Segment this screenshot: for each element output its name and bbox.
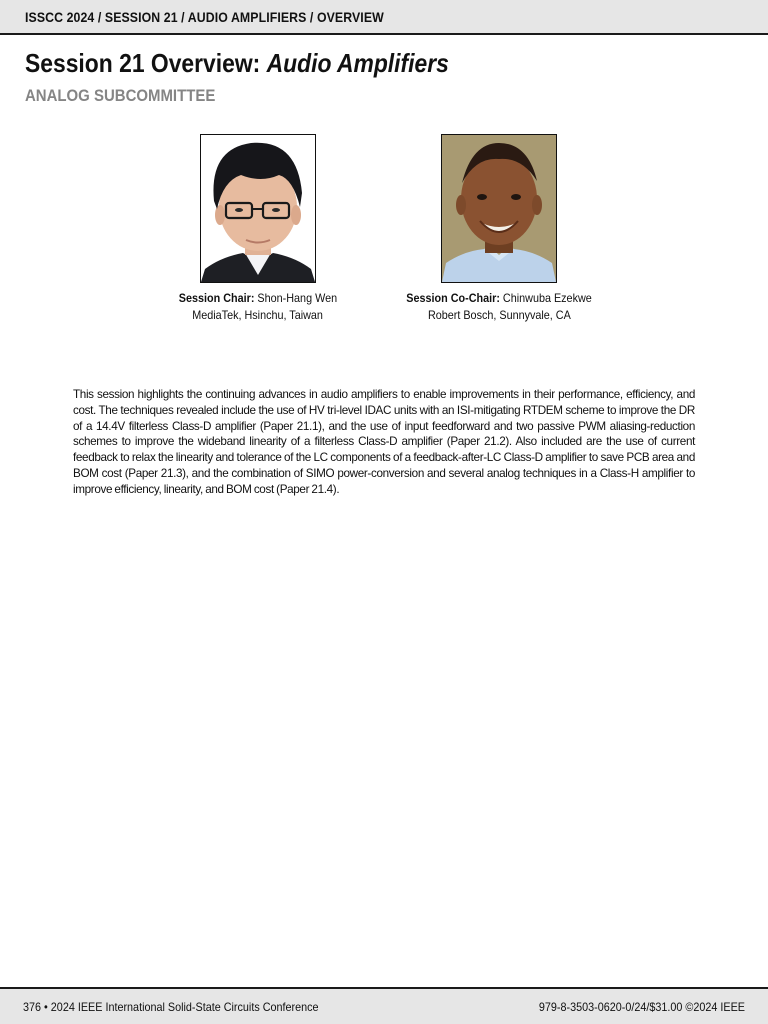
co-chair-name: Chinwuba Ezekwe bbox=[502, 291, 592, 305]
co-chair-affiliation: Robert Bosch, Sunnyvale, CA bbox=[427, 308, 571, 322]
co-chair-caption bbox=[369, 290, 629, 324]
chair-caption bbox=[128, 290, 388, 324]
footer-page-conference: 376 • 2024 IEEE International Solid-State Circuits Conference bbox=[23, 1000, 319, 1014]
session-overview-paragraph: This session highlights the continuing advances in audio amplifiers to enable improvements in their performance, efficiency, and cost. The techniques revealed include the use of HV tri-level IDAC units with an ISI-mitigating RTDEM scheme to improve the DR of a 14.4V filterless Class-D amplifier (Paper 21.1), and the use of input feedforward and two passive PWM aliasing-reduction schemes to improve the wideband linearity of a filterless Class-D amplifier (Paper 21.2). Also included are the use of current feedback to relax the linearity and tolerance of the LC components of a feedback-after-LC Class-D amplifier to save PCB area and BOM cost (Paper 21.3), and the combination of SIMO power-conversion and several analog techniques in a Class-H amplifier to improve efficiency, linearity, and BOM cost (Paper 21.4). bbox=[73, 387, 695, 497]
running-header bbox=[0, 0, 768, 35]
subcommittee-heading: ANALOG SUBCOMMITTEE bbox=[25, 86, 216, 105]
co-chair-role-label: Session Co-Chair: bbox=[406, 291, 500, 305]
title-prefix: Session 21 Overview: bbox=[25, 48, 267, 78]
title-topic: Audio Amplifiers bbox=[266, 48, 449, 78]
page-title bbox=[25, 48, 449, 79]
chair-name: Shon-Hang Wen bbox=[257, 291, 338, 305]
chair-photo bbox=[200, 134, 316, 283]
page-footer bbox=[0, 987, 768, 1024]
running-header-text: ISSCC 2024 / SESSION 21 / AUDIO AMPLIFIERS / OVERVIEW bbox=[25, 9, 384, 25]
chair-affiliation: MediaTek, Hsinchu, Taiwan bbox=[192, 308, 324, 322]
chair-role-label: Session Chair: bbox=[178, 291, 255, 305]
footer-copyright: 979-8-3503-0620-0/24/$31.00 ©2024 IEEE bbox=[538, 1000, 745, 1014]
co-chair-photo bbox=[441, 134, 557, 283]
